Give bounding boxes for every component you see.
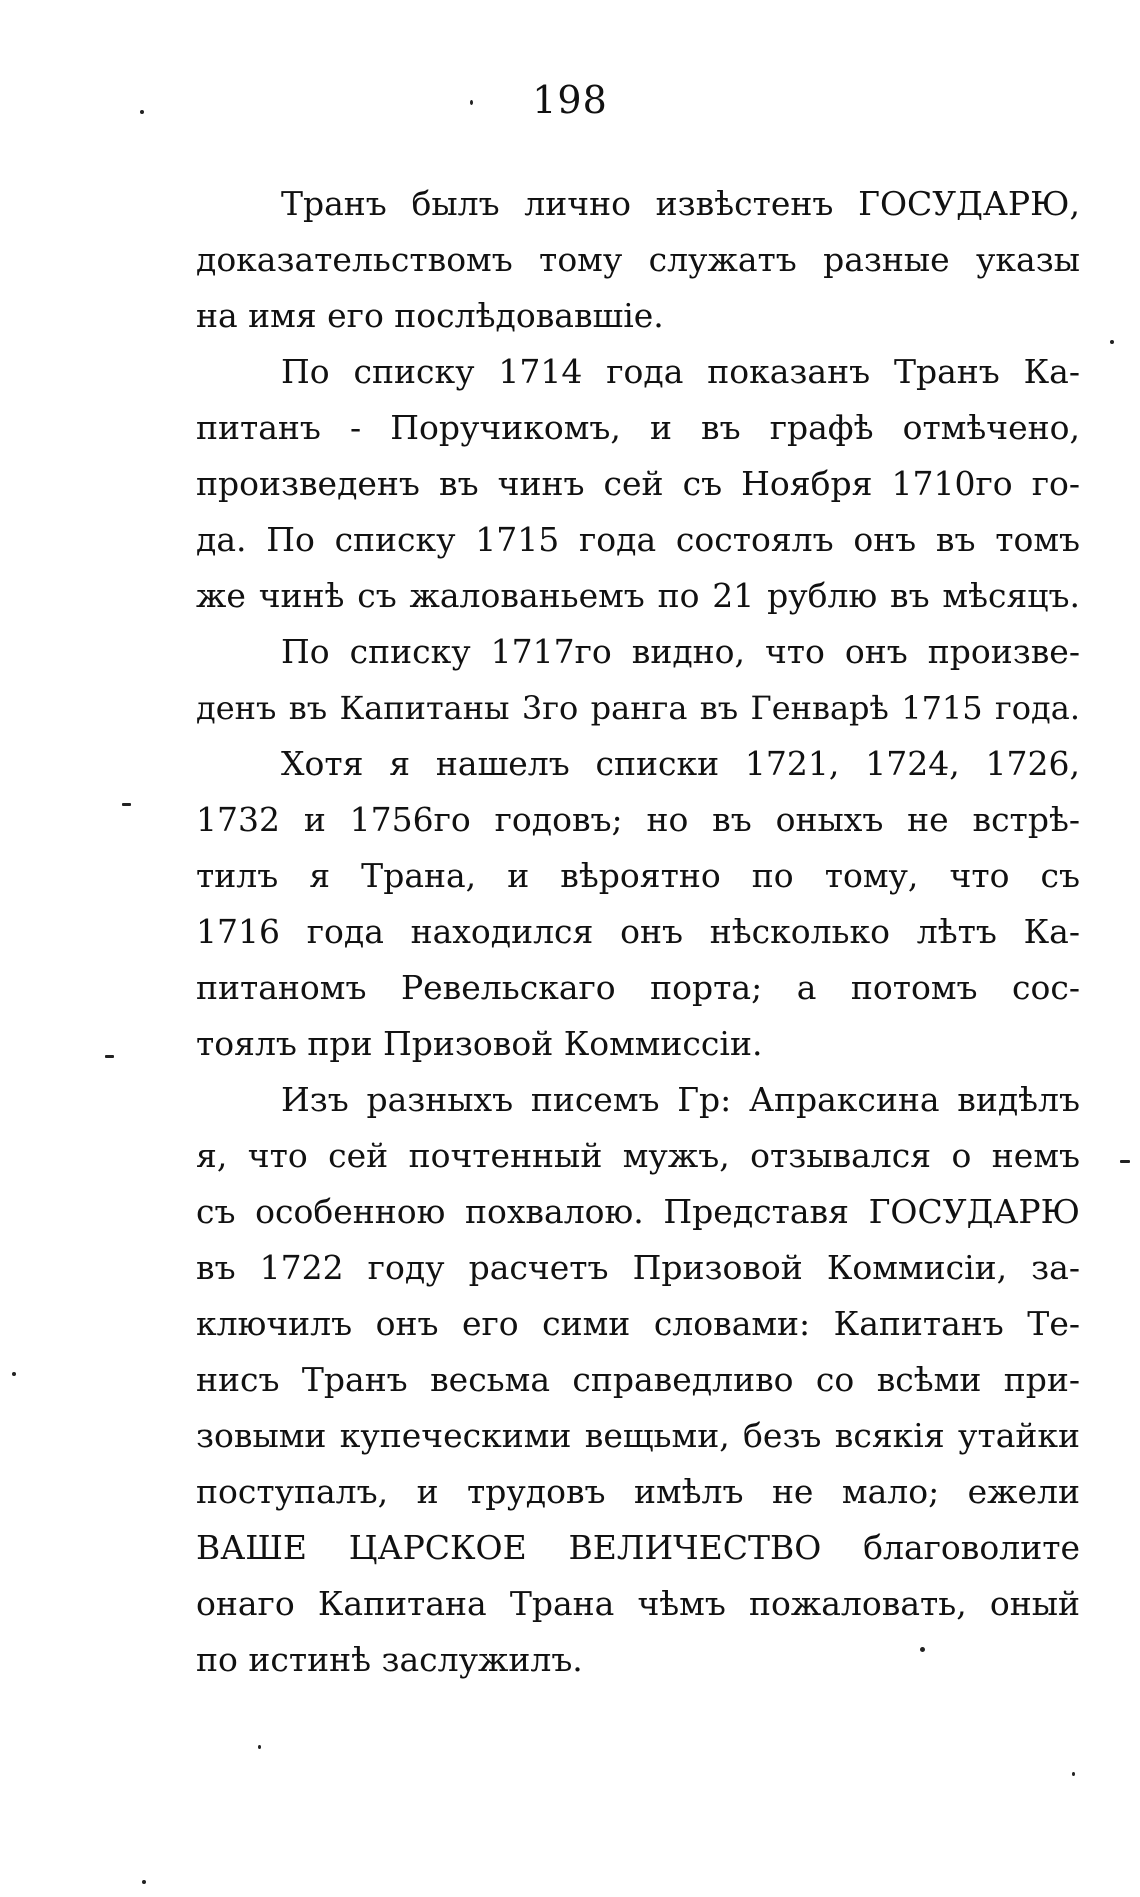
text-line: поступалъ, и трудовъ имѣлъ не мало; ежели [196,1472,1080,1511]
scan-speck [122,803,131,806]
page-number: 198 [532,78,608,122]
text-line: тоялъ при Призовой Коммиссіи. [196,1024,763,1063]
text-line: же чинѣ съ жалованьемъ по 21 рублю въ мѣсяцъ. [196,576,1080,615]
text-line: ВАШЕ ЦАРСКОЕ ВЕЛИЧЕСТВО благоволите [196,1528,1080,1567]
text-line: ключилъ онъ его сими словами: Капитанъ Те- [196,1304,1080,1343]
text-line: тилъ я Трана, и вѣроятно по тому, что съ [196,856,1080,895]
scan-speck [142,1880,146,1884]
text-line: доказательствомъ тому служатъ разные указы [196,240,1080,279]
text-line: 1716 года находился онъ нѣсколько лѣтъ Ка- [196,912,1080,951]
text-line: денъ въ Капитаны 3го ранга въ Генварѣ 1715 года. [196,689,1080,727]
scan-speck [920,1647,925,1652]
scan-speck [12,1372,16,1376]
text-line: да. По списку 1715 года состоялъ онъ въ томъ [196,520,1080,559]
text-line: произведенъ въ чинъ сей съ Ноября 1710го го- [196,464,1080,503]
scan-speck [105,1055,114,1058]
paragraph-1 [196,176,1080,344]
text-line: питаномъ Ревельскаго порта; а потомъ сос- [196,968,1080,1007]
scan-speck [1110,340,1114,344]
text-line: зовыми купеческими вещьми, безъ всякія утайки [196,1416,1080,1455]
text-line: нисъ Транъ весьма справедливо со всѣми при- [196,1360,1080,1399]
text-line: Хотя я нашелъ списки 1721, 1724, 1726, [281,744,1080,783]
paragraph-3 [196,624,1080,736]
text-line: Изъ разныхъ писемъ Гр: Апраксина видѣлъ [281,1080,1080,1119]
text-line: съ особенною похвалою. Представя ГОСУДАРЮ [196,1192,1080,1231]
text-line: я, что сей почтенный мужъ, отзывался о немъ [196,1136,1080,1175]
paragraph-4 [196,736,1080,1072]
scan-speck [1120,1160,1130,1163]
text-line: Транъ былъ лично извѣстенъ ГОСУДАРЮ, [281,184,1080,223]
scan-speck [258,1745,261,1749]
scan-speck [470,100,473,105]
paragraph-5 [196,1072,1080,1688]
paragraph-2 [196,344,1080,624]
text-line: 1732 и 1756го годовъ; но въ оныхъ не встрѣ- [196,800,1080,839]
text-line: по истинѣ заслужилъ. [196,1640,583,1679]
scan-speck [140,110,144,114]
text-line: на имя его послѣдовавшіе. [196,296,664,335]
text-line: въ 1722 году расчетъ Призовой Коммисіи, за- [196,1248,1080,1287]
text-line: онаго Капитана Трана чѣмъ пожаловать, оный [196,1584,1080,1623]
text-line: По списку 1714 года показанъ Транъ Ка- [281,352,1080,391]
text-line: По списку 1717го видно, что онъ произве- [281,632,1080,671]
body-text [196,176,1080,1688]
text-line: питанъ - Поручикомъ, и въ графѣ отмѣчено, [196,408,1080,447]
scan-speck [1072,1772,1075,1776]
